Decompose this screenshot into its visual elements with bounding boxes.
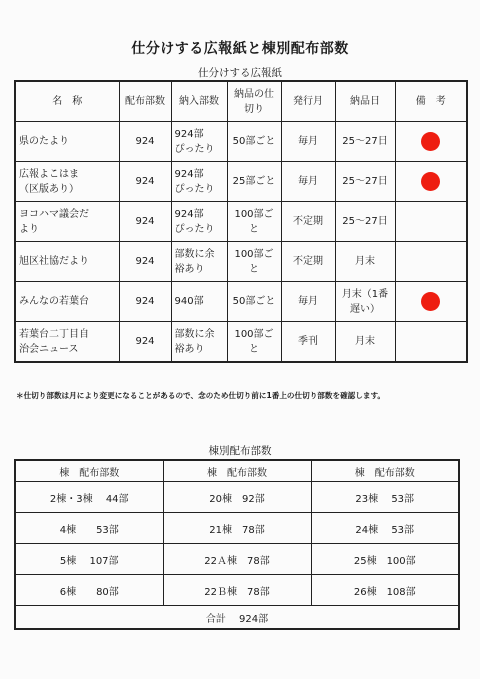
remarks-cell — [395, 162, 467, 202]
name-cell: 旭区社協だより — [15, 242, 119, 282]
page-title: 仕分けする広報紙と棟別配布部数 — [131, 41, 349, 57]
building-count-cell: 21棟 78部 — [163, 513, 311, 544]
table-row — [15, 513, 459, 544]
table-row — [15, 482, 459, 513]
building-count-cell: 26棟 108部 — [311, 575, 459, 606]
newsletter-table — [14, 80, 468, 363]
distribution-cell: 924 — [119, 162, 171, 202]
building-count-cell: 22Ａ棟 78部 — [163, 544, 311, 575]
bundle-cell: 50部ごと — [227, 282, 281, 322]
issue-month-cell: 不定期 — [281, 202, 335, 242]
issue-month-cell: 季刊 — [281, 322, 335, 363]
remarks-cell — [395, 242, 467, 282]
table-row — [15, 544, 459, 575]
total-cell: 合計 924部 — [205, 613, 269, 625]
table-row — [15, 202, 467, 242]
table-row — [15, 322, 467, 363]
delivered-cell: 924部 ぴったり — [171, 162, 227, 202]
distribution-cell: 924 — [119, 122, 171, 162]
header-col-3: 棟 配布部数 — [311, 460, 459, 482]
table-row — [15, 242, 467, 282]
building-count-cell: 24棟 53部 — [311, 513, 459, 544]
delivery-date-cell: 25～27日 — [335, 202, 395, 242]
red-dot-marker — [421, 172, 440, 191]
table-header-row — [15, 460, 459, 482]
name-cell: 広報よこはま （区版あり） — [15, 162, 119, 202]
building-count-cell: 22Ｂ棟 78部 — [163, 575, 311, 606]
remarks-cell — [395, 202, 467, 242]
distribution-cell: 924 — [119, 282, 171, 322]
section-title-buildings: 棟別配布部数 — [208, 445, 272, 457]
building-count-cell: 6棟 80部 — [15, 575, 163, 606]
remarks-cell — [395, 122, 467, 162]
name-cell: 県のたより — [15, 122, 119, 162]
header-issue-month: 発行月 — [281, 81, 335, 122]
table-header-row — [15, 81, 467, 122]
distribution-cell: 924 — [119, 322, 171, 363]
building-table — [14, 459, 460, 630]
bundle-cell: 100部ごと — [227, 242, 281, 282]
header-bundle: 納品の仕 切り — [227, 81, 281, 122]
delivery-date-cell: 月末 — [335, 242, 395, 282]
bundle-cell: 100部ごと — [227, 322, 281, 363]
building-count-cell: 2棟・3棟 44部 — [15, 482, 163, 513]
header-delivered: 納入部数 — [171, 81, 227, 122]
delivered-cell: 924部 ぴったり — [171, 122, 227, 162]
table-row — [15, 162, 467, 202]
delivery-date-cell: 月末 — [335, 322, 395, 363]
delivered-cell: 924部 ぴったり — [171, 202, 227, 242]
delivered-cell: 940部 — [171, 282, 227, 322]
distribution-cell: 924 — [119, 242, 171, 282]
building-count-cell: 25棟 100部 — [311, 544, 459, 575]
remarks-cell — [395, 322, 467, 363]
delivered-cell: 部数に余 裕あり — [171, 242, 227, 282]
delivery-date-cell: 25～27日 — [335, 162, 395, 202]
red-dot-marker — [421, 132, 440, 151]
issue-month-cell: 不定期 — [281, 242, 335, 282]
building-count-cell: 5棟 107部 — [15, 544, 163, 575]
bundle-cell: 25部ごと — [227, 162, 281, 202]
distribution-cell: 924 — [119, 202, 171, 242]
total-row — [15, 606, 459, 630]
footnote: ＊仕切り部数は月により変更になることがあるので、念のため仕切り前に1番上の仕切り部数を確認します。 — [16, 391, 386, 400]
section-title-newsletters: 仕分けする広報紙 — [198, 67, 282, 79]
header-col-1: 棟 配布部数 — [15, 460, 163, 482]
header-delivery-date: 納品日 — [335, 81, 395, 122]
bundle-cell: 100部ごと — [227, 202, 281, 242]
issue-month-cell: 毎月 — [281, 282, 335, 322]
table-row — [15, 122, 467, 162]
building-count-cell: 23棟 53部 — [311, 482, 459, 513]
name-cell: ヨコハマ議会だ より — [15, 202, 119, 242]
building-count-cell: 4棟 53部 — [15, 513, 163, 544]
header-name: 名 称 — [15, 81, 119, 122]
delivery-date-cell: 25～27日 — [335, 122, 395, 162]
table-row — [15, 575, 459, 606]
bundle-cell: 50部ごと — [227, 122, 281, 162]
issue-month-cell: 毎月 — [281, 122, 335, 162]
delivered-cell: 部数に余 裕あり — [171, 322, 227, 363]
table-row — [15, 282, 467, 322]
building-count-cell: 20棟 92部 — [163, 482, 311, 513]
red-dot-marker — [421, 292, 440, 311]
issue-month-cell: 毎月 — [281, 162, 335, 202]
delivery-date-cell: 月末（1番 遅い） — [335, 282, 395, 322]
header-col-2: 棟 配布部数 — [163, 460, 311, 482]
remarks-cell — [395, 282, 467, 322]
header-distribution: 配布部数 — [119, 81, 171, 122]
header-remarks: 備 考 — [395, 81, 467, 122]
name-cell: みんなの若葉台 — [15, 282, 119, 322]
name-cell: 若葉台二丁目自 治会ニュース — [15, 322, 119, 363]
